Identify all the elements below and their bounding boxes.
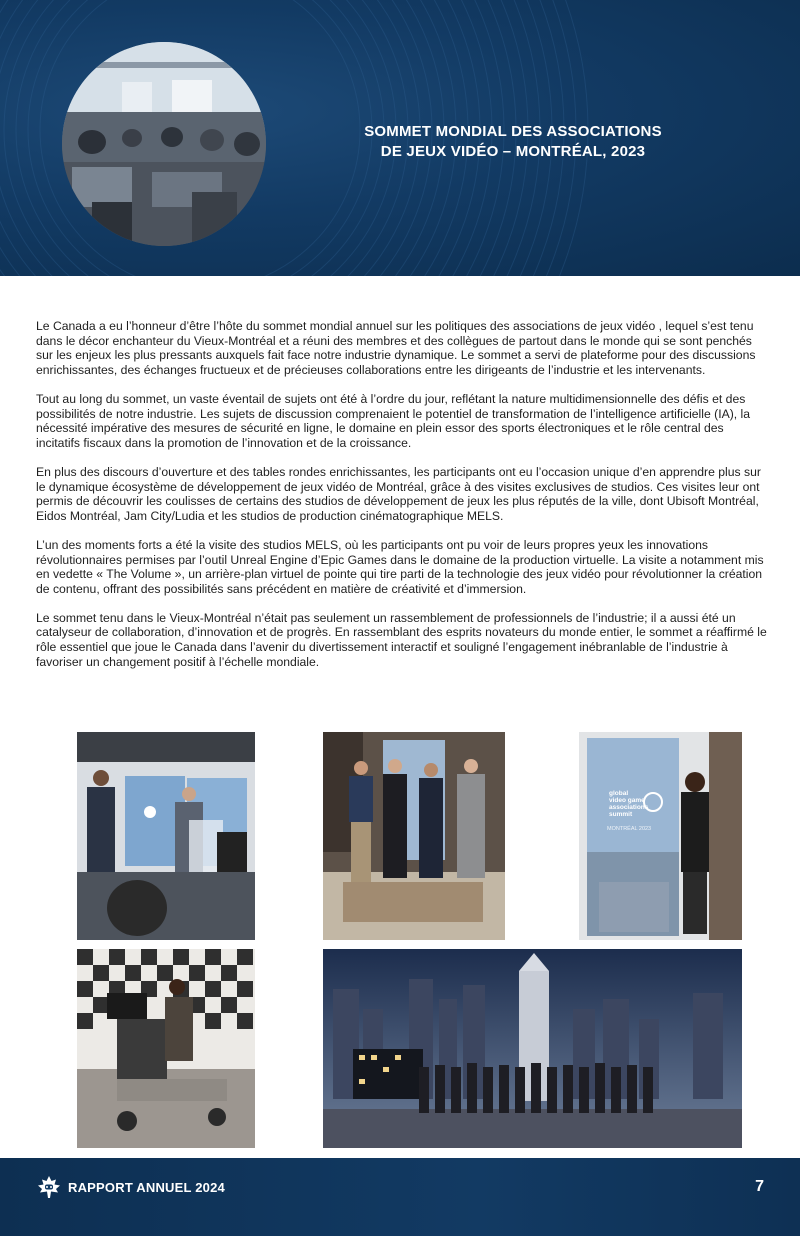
banner-line1: global: [609, 790, 629, 797]
page-title: [330, 122, 696, 162]
maple-leaf-logo-icon: [36, 1175, 62, 1199]
photo-speakers-podium: [77, 732, 255, 940]
article-body: [36, 319, 768, 684]
banner-line2: video game: [609, 797, 645, 804]
photo-camera-rig: [77, 949, 255, 1148]
photo-group-four-men: [323, 732, 505, 940]
page-title-line2: DE JEUX VIDÉO – MONTRÉAL, 2023: [380, 143, 646, 160]
paragraph: Le sommet tenu dans le Vieux-Montréal n’était pas seulement un rassemblement de professionnels de l’industrie; il a aussi été un catalyseur de collaboration, d’innovation et de progrès. En rassemblant des esprits novateurs du monde entier, le sommet a réaffirmé le rôle essentiel que joue le Canada dans l’avenir du divertissement interactif et souligné l’engagement inébranlable de l’industrie à favoriser un changement positif à l’échelle mondiale.: [36, 610, 767, 669]
banner-line3: associations: [609, 804, 649, 811]
paragraph: L’un des moments forts a été la visite des studios MELS, où les participants ont pu voir de leurs propres yeux les innovations révolutionnaires permises par l’outil Unreal Engine d’Epic Games dans le domaine de la production virtuelle. La visite a notamment mis en vedette « The Volume », un arrière-plan virtuel de pointe qui tire parti de la technologie des jeux vidéo pour révolutionner la création de contenu, offrant des possibilités sans précédent en matière de créativité et d’immersion.: [36, 537, 764, 596]
footer: [0, 1158, 800, 1236]
page-number: 7: [755, 1178, 764, 1195]
banner-text: [609, 790, 669, 818]
photo-summit-banner: [579, 732, 742, 940]
banner-city: MONTRÉAL 2023: [607, 826, 652, 832]
page-title-line1: SOMMET MONDIAL DES ASSOCIATIONS: [364, 123, 662, 140]
conference-room-photo: [62, 42, 266, 246]
header-banner: [0, 0, 800, 276]
photo-group-virtual-stage: [323, 949, 742, 1148]
paragraph: En plus des discours d’ouverture et des tables rondes enrichissantes, les participants ont eu l’occasion unique d’en apprendre plus sur le dynamique écosystème de développement de jeux vidéo de Montréal, grâce à des visites exclusives de studios. Ces visites leur ont permis de découvrir les coulisses de certains des studios de développement de jeux les plus réputés de la ville, dont Ubisoft Montréal, Eidos Montréal, Jam City/Ludia et les studios de production cinématographique MELS.: [36, 464, 761, 523]
banner-line4: summit: [609, 811, 633, 818]
paragraph: Le Canada a eu l’honneur d’être l’hôte du sommet mondial annuel sur les politiques des associations de jeux vidéo , lequel s’est tenu dans le décor enchanteur du Vieux-Montréal et a réuni des membres et des collègues de partout dans le monde qui se sont penchés sur les enjeux les plus pressants auxquels fait face notre industrie dynamique. Le sommet a servi de plateforme pour des discussions enrichissantes, des échanges fructueux et de précieuses collaborations entre les dirigeants de l’industrie et les intervenants.: [36, 319, 756, 377]
paragraph: Tout au long du sommet, un vaste éventail de sujets ont été à l’ordre du jour, reflétant la nature multidimensionnelle des défis et des possibilités de notre industrie. Les sujets de discussion comprenaient le potentiel de transformation de l’intelligence artificielle (IA), la nécessité impérative des mesures de sécurité en ligne, le domaine en plein essor des sports électroniques et le rôle central des incitatifs fiscaux dans la promotion de l’innovation et de la croissance.: [36, 391, 751, 450]
report-title: RAPPORT ANNUEL 2024: [68, 1180, 225, 1195]
